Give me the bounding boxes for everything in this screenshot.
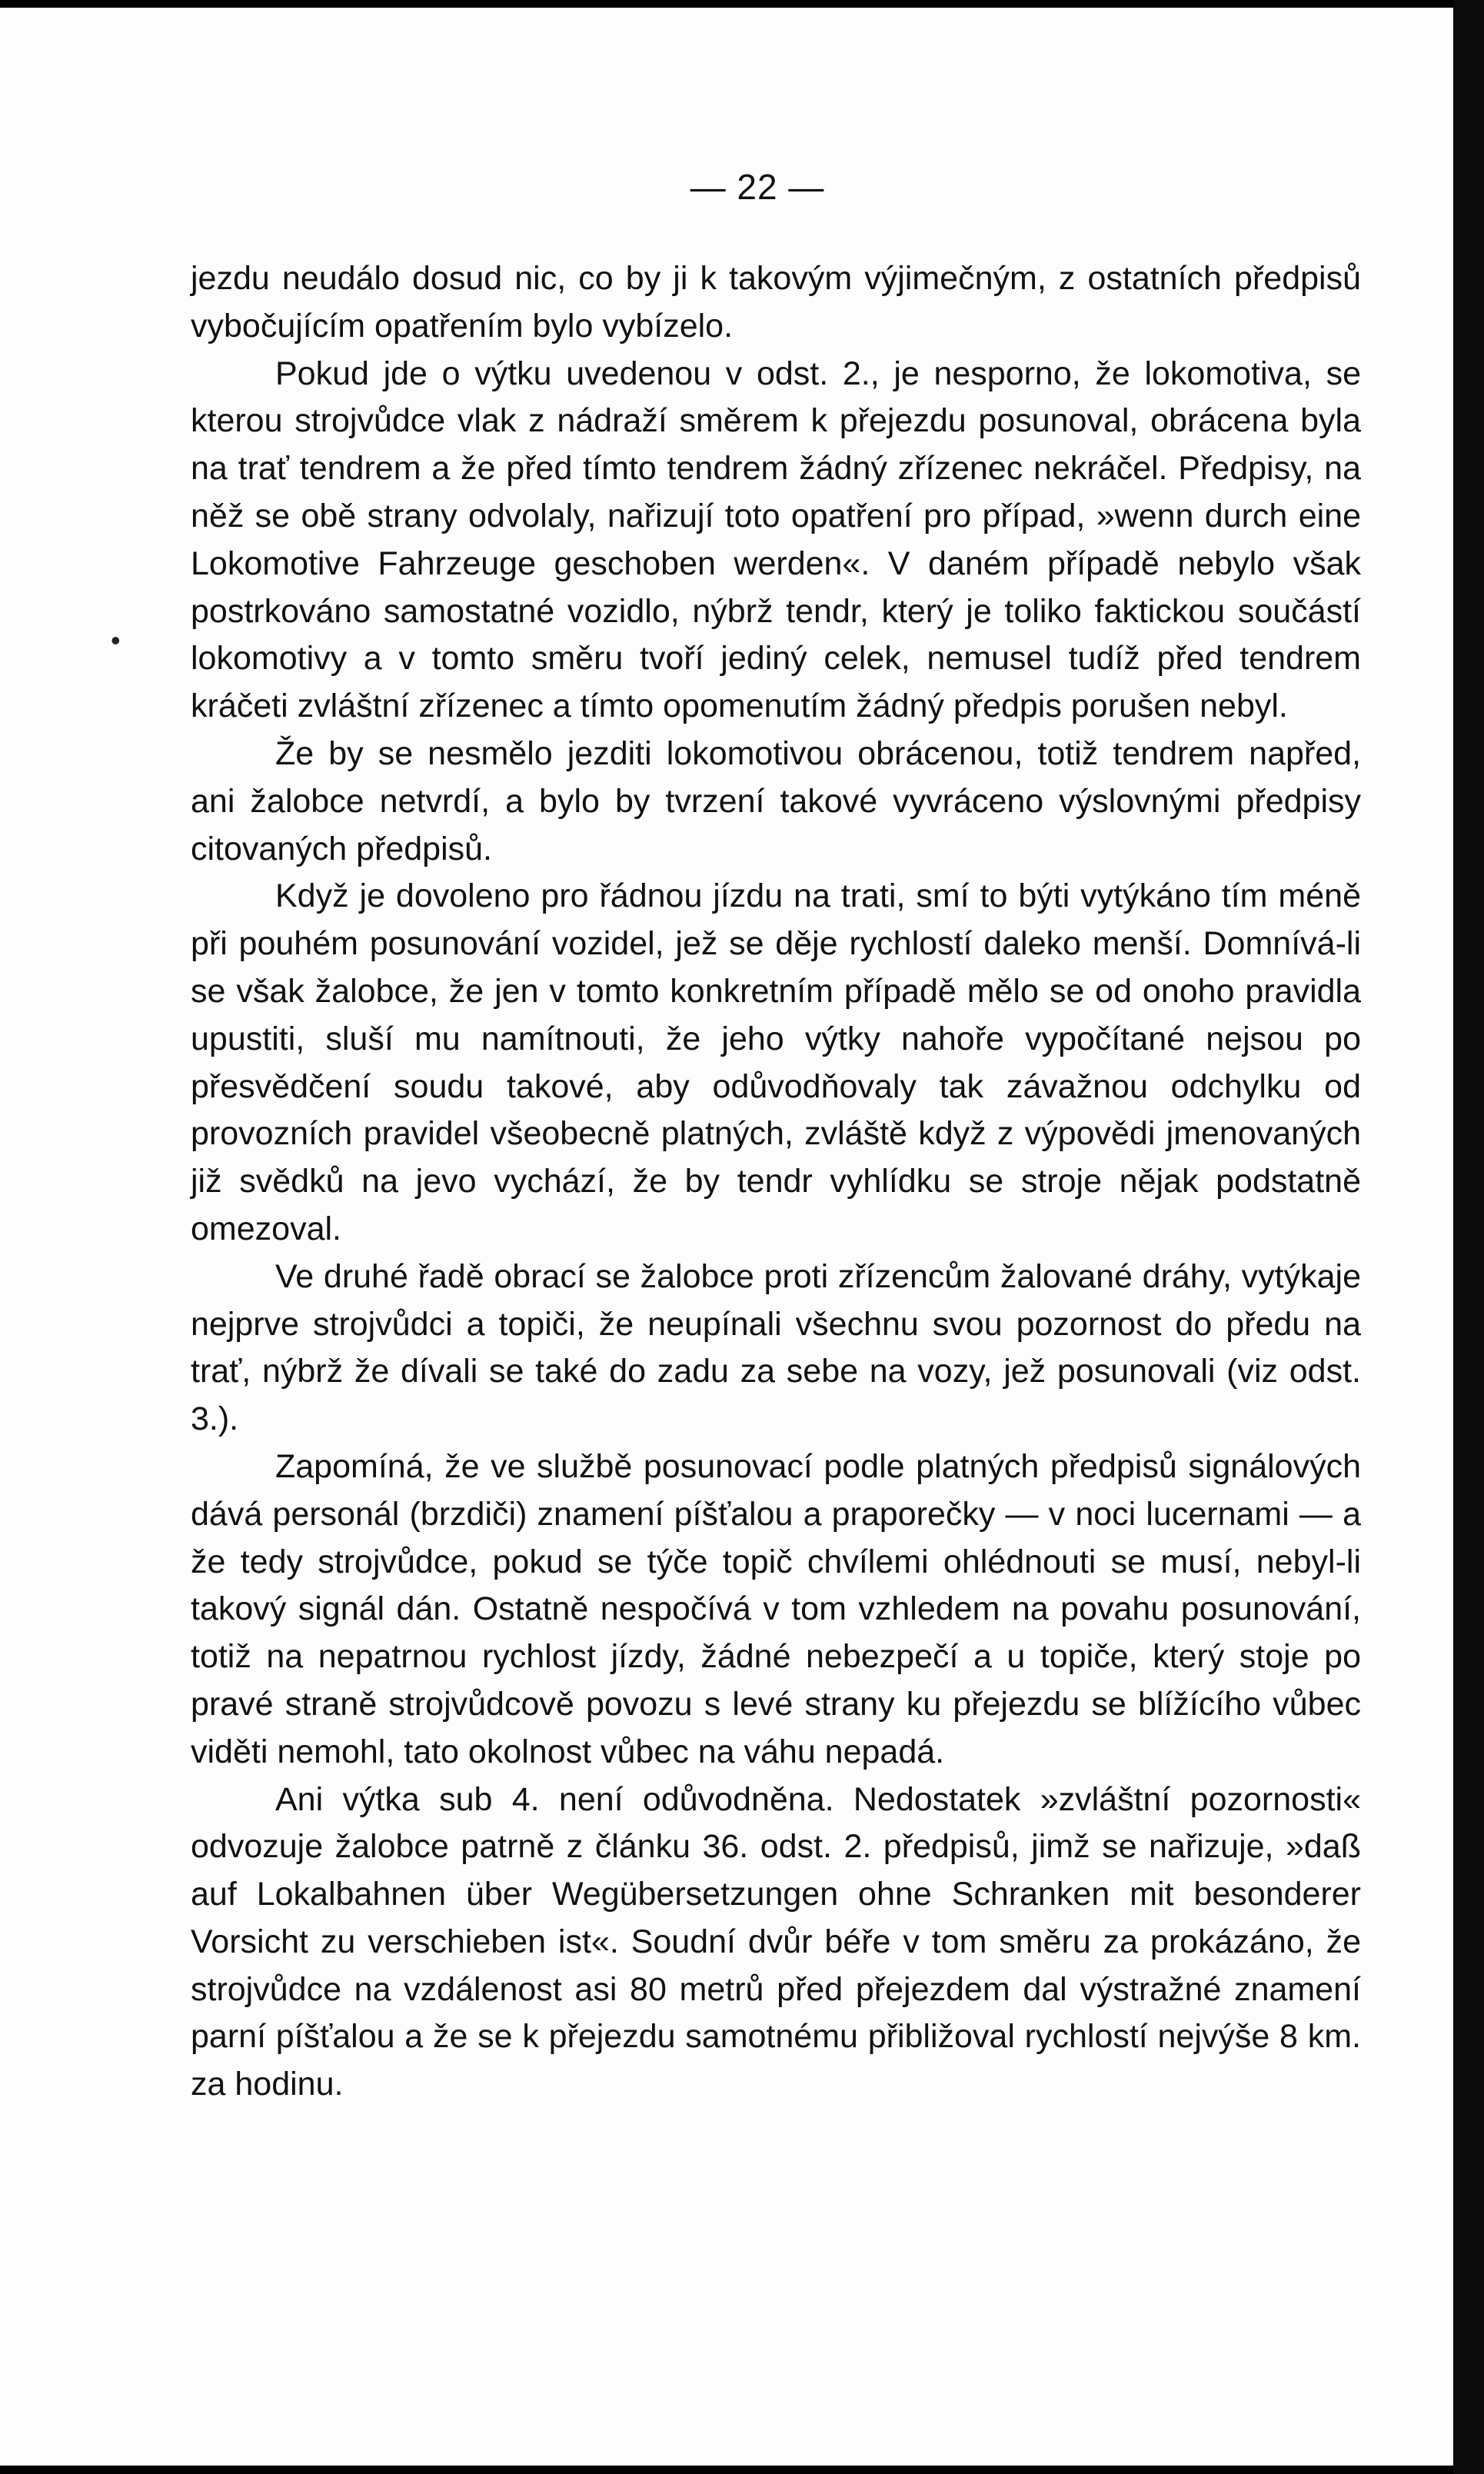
paragraph-2: Pokud jde o výtku uvedenou v odst. 2., je nesporno, že lokomotiva, se kterou strojvůdce vlak z nádraží směrem k přejezdu posunoval, obrácena byla na trať tendrem a že před tímto tendrem žádný zřízenec nekráčel. Předpisy, na něž se obě strany odvolaly, nařizují toto opatření pro případ, »wenn durch eine Lokomotive Fahrzeuge geschoben werden«. V daném případě nebylo však postrkováno samostatné vozidlo, nýbrž tendr, který je toliko faktickou součástí lokomotivy a v tomto směru tvoří jediný celek, nemusel tudíž před tendrem kráčeti zvláštní zřízenec a tímto opomenutím žádný předpis porušen nebyl. (191, 355, 1361, 725)
page-number: — 22 — (690, 167, 825, 207)
paragraph-1: jezdu neudálo dosud nic, co by ji k takovým výjimečným, z ostatních předpisů vybočujícím opatřením bylo vybízelo. (191, 260, 1361, 345)
paragraph-5: Ve druhé řadě obrací se žalobce proti zřízencům žalované dráhy, vytýkaje nejprve strojvůdci a topiči, že neupínali všechnu svou pozornost do předu na trať, nýbrž že dívali se také do zadu za sebe na vozy, jež posunovali (viz odst. 3.). (191, 1257, 1361, 1438)
margin-mark: • (111, 624, 121, 656)
paragraph-4: Když je dovoleno pro řádnou jízdu na trati, smí to býti vytýkáno tím méně při pouhém posunování vozidel, jež se děje rychlostí daleko menší. Domnívá-li se však žalobce, že jen v tomto konkretním případě mělo se od onoho pravidla upustiti, sluší mu namítnouti, že jeho výtky nahoře vypočítané nejsou po přesvědčení soudu takové, aby odůvodňovaly tak závažnou odchylku od provozních pravidel všeobecně platných, zvláště když z výpovědi jmenovaných již svědků na jevo vychází, že by tendr vyhlídku se stroje nějak podstatně omezoval. (191, 877, 1361, 1247)
scan-edge (1453, 0, 1484, 2474)
paragraph-6: Zapomíná, že ve službě posunovací podle platných předpisů signálových dává personál (brzdiči) znamení píšťalou a praporečky — v noci lucernami — a že tedy strojvůdce, pokud se týče topič chvílemi ohlédnouti se musí, nebyl-li takový signál dán. Ostatně nespočívá v tom vzhledem na povahu posunování, totiž na nepatrnou rychlost jízdy, žádné nebezpečí a u topiče, který stoje po pravé straně strojvůdcově povozu s levé strany ku přejezdu se blížícího vůbec viděti nemohl, tato okolnost vůbec na váhu nepadá. (191, 1447, 1361, 1770)
paragraph-3: Že by se nesmělo jezditi lokomotivou obrácenou, totiž tendrem napřed, ani žalobce netvrdí, a bylo by tvrzení takové vyvráceno výslovnými předpisy citovaných předpisů. (191, 734, 1361, 867)
body-text (191, 255, 1361, 2109)
paragraph-7: Ani výtka sub 4. není odůvodněna. Nedostatek »zvláštní pozornosti« odvozuje žalobce patrně z článku 36. odst. 2. předpisů, jimž se nařizuje, »daß auf Lokalbahnen über Wegübersetzungen ohne Schranken mit besonderer Vorsicht zu verschieben ist«. Soudní dvůr béře v tom směru za prokázáno, že strojvůdce na vzdálenost asi 80 metrů před přejezdem dal výstražné znamení parní píšťalou a že se k přejezdu samotnému přibližoval rychlostí nejvýše 8 km. za hodinu. (191, 1780, 1361, 2103)
